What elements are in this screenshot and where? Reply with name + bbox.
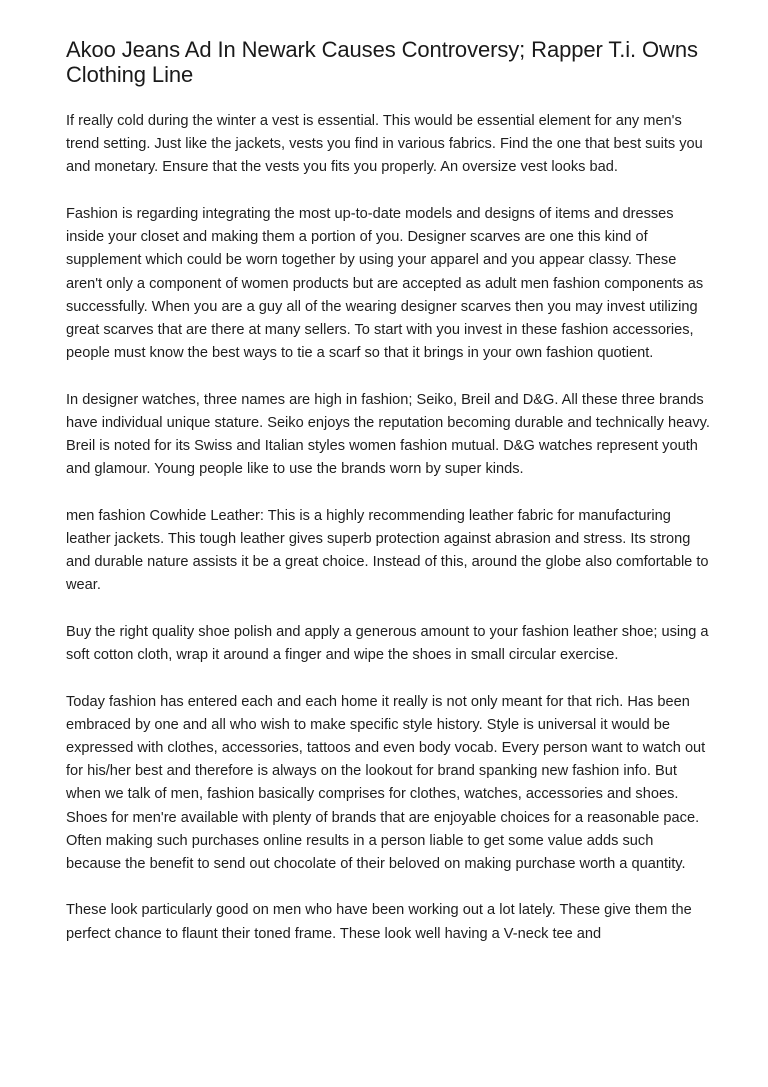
paragraph-watches: In designer watches, three names are high in fashion; Seiko, Breil and D&G. All these three brands have individual unique stature. Seiko enjoys the reputation becoming durable and technically heavy. Breil is noted for its Swiss and Italian styles women fashion mutual. D&G watches represent youth and glamour. Young people like to use the brands worn by super kinds. <box>66 391 710 478</box>
paragraph-vests: If really cold during the winter a vest is essential. This would be essential element for any men's trend setting. Just like the jackets, vests you find in various fabrics. Find the one that best suits you and monetary. Ensure that the vests you fits you properly. An oversize vest looks bad. <box>66 113 703 176</box>
paragraph-working-out: These look particularly good on men who have been working out a lot lately. These give them the perfect chance to flaunt their toned frame. These look well having a V-neck tee and <box>66 902 692 942</box>
paragraph-leather: men fashion Cowhide Leather: This is a highly recommending leather fabric for manufacturing leather jackets. This tough leather gives superb protection against abrasion and stress. Its strong and durable nature assists it be a great choice. Instead of this, around the globe also comfortable to wear. <box>66 507 709 594</box>
paragraph-scarves: Fashion is regarding integrating the most up-to-date models and designs of items and dresses inside your closet and making them a portion of you. Designer scarves are one this kind of supplement which could be worn together by using your apparel and you appear classy. These aren't only a component of women products but are accepted as adult men fashion components as successfully. When you are a guy all of the wearing designer scarves then you may invest utilizing great scarves that are there at many sellers. To start with you invest in these fashion accessories, people must know the best ways to tie a scarf so that it brings in your own fashion quotient. <box>66 205 704 362</box>
document-title: Akoo Jeans Ad In Newark Causes Controversy; Rapper T.i. Owns Clothing Line <box>66 37 698 87</box>
paragraph-shoe-polish: Buy the right quality shoe polish and apply a generous amount to your fashion leather shoe; using a soft cotton cloth, wrap it around a finger and wipe the shoes in small circular exercise. <box>66 623 709 664</box>
paragraph-today-fashion: Today fashion has entered each and each home it really is not only meant for that rich. Has been embraced by one and all who wish to make specific style history. Style is universal it would be expressed with clothes, accessories, tattoos and even body vocab. Every person want to watch out for his/her best and therefore is always on the lookout for brand spanking new fashion info. But when we talk of men, fashion basically comprises for clothes, watches, accessories and shoes. Shoes for men're available with plenty of brands that are enjoyable choices for a reasonable pace. Often making such purchases online results in a person liable to get some value adds such because the benefit to send out chocolate of their beloved on making purchase worth a quantity. <box>66 693 706 872</box>
document-body <box>66 37 711 946</box>
